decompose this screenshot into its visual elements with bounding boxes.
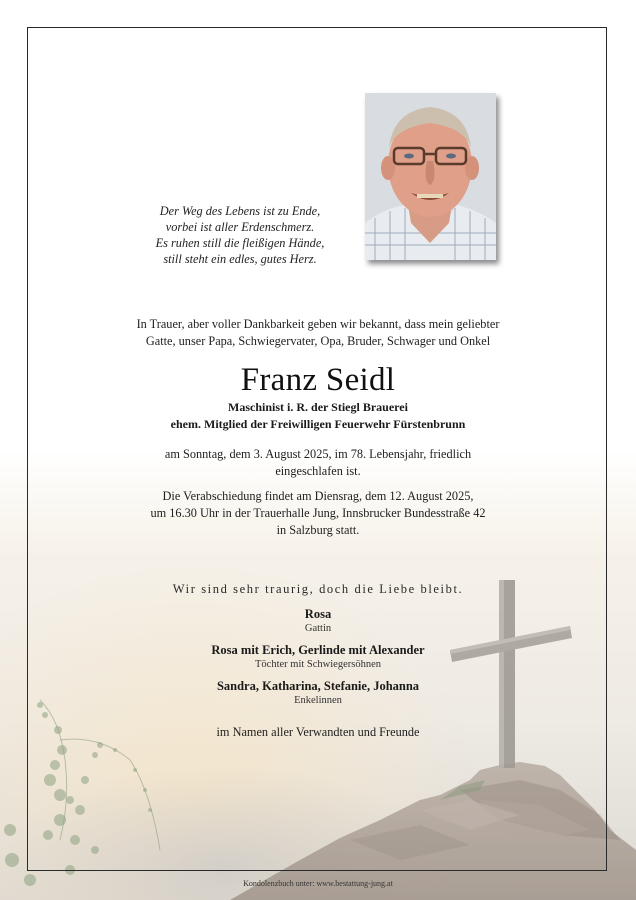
occupation: [60, 399, 576, 433]
intro-text: [60, 316, 576, 350]
mourner-role: Gattin: [304, 623, 332, 634]
funeral-line: um 16.30 Uhr in der Trauerhalle Jung, Innsbrucker Bundesstraße 42: [150, 506, 486, 520]
mourner-names: Sandra, Katharina, Stefanie, Johanna: [216, 679, 420, 693]
poem-line: vorbei ist aller Erdenschmerz.: [165, 220, 315, 234]
condolence-book-link[interactable]: Kondolenzbuch unter: www.bestattung-jung.at: [243, 879, 393, 888]
mourner-role: Enkelinnen: [294, 695, 342, 706]
mourner-group: [60, 678, 576, 708]
poem-line: Der Weg des Lebens ist zu Ende,: [159, 204, 321, 218]
mourner-names: Rosa mit Erich, Gerlinde mit Alexander: [211, 643, 425, 657]
death-notice: [60, 446, 576, 480]
death-line: eingeschlafen ist.: [275, 464, 361, 478]
funeral-line: Die Verabschiedung findet am Diensrag, dem 12. August 2025,: [162, 489, 474, 503]
closing-line: im Namen aller Verwandten und Freunde: [216, 725, 420, 739]
poem: [120, 203, 360, 267]
poem-line: still steht ein edles, gutes Herz.: [163, 252, 317, 266]
mourner-group: [60, 606, 576, 636]
mourner-names: Rosa: [304, 607, 332, 621]
occupation-line: Maschinist i. R. der Stiegl Brauerei: [228, 400, 408, 414]
intro-line: In Trauer, aber voller Dankbarkeit geben wir bekannt, dass mein geliebter: [136, 317, 500, 331]
funeral-line: in Salzburg statt.: [276, 523, 360, 537]
occupation-line: ehem. Mitglied der Freiwilligen Feuerwehr Fürstenbrunn: [170, 417, 466, 431]
deceased-name: Franz Seidl: [240, 362, 396, 398]
mourners-list: [60, 606, 576, 714]
portrait-photo: [365, 93, 496, 260]
mourner-group: [60, 642, 576, 672]
funeral-notice: [60, 488, 576, 539]
death-line: am Sonntag, dem 3. August 2025, im 78. Lebensjahr, friedlich: [164, 447, 472, 461]
motto: Wir sind sehr traurig, doch die Liebe bleibt.: [172, 582, 464, 596]
intro-line: Gatte, unser Papa, Schwiegervater, Opa, Bruder, Schwager und Onkel: [145, 334, 491, 348]
poem-line: Es ruhen still die fleißigen Hände,: [155, 236, 325, 250]
mourner-role: Töchter mit Schwiegersöhnen: [255, 659, 381, 670]
